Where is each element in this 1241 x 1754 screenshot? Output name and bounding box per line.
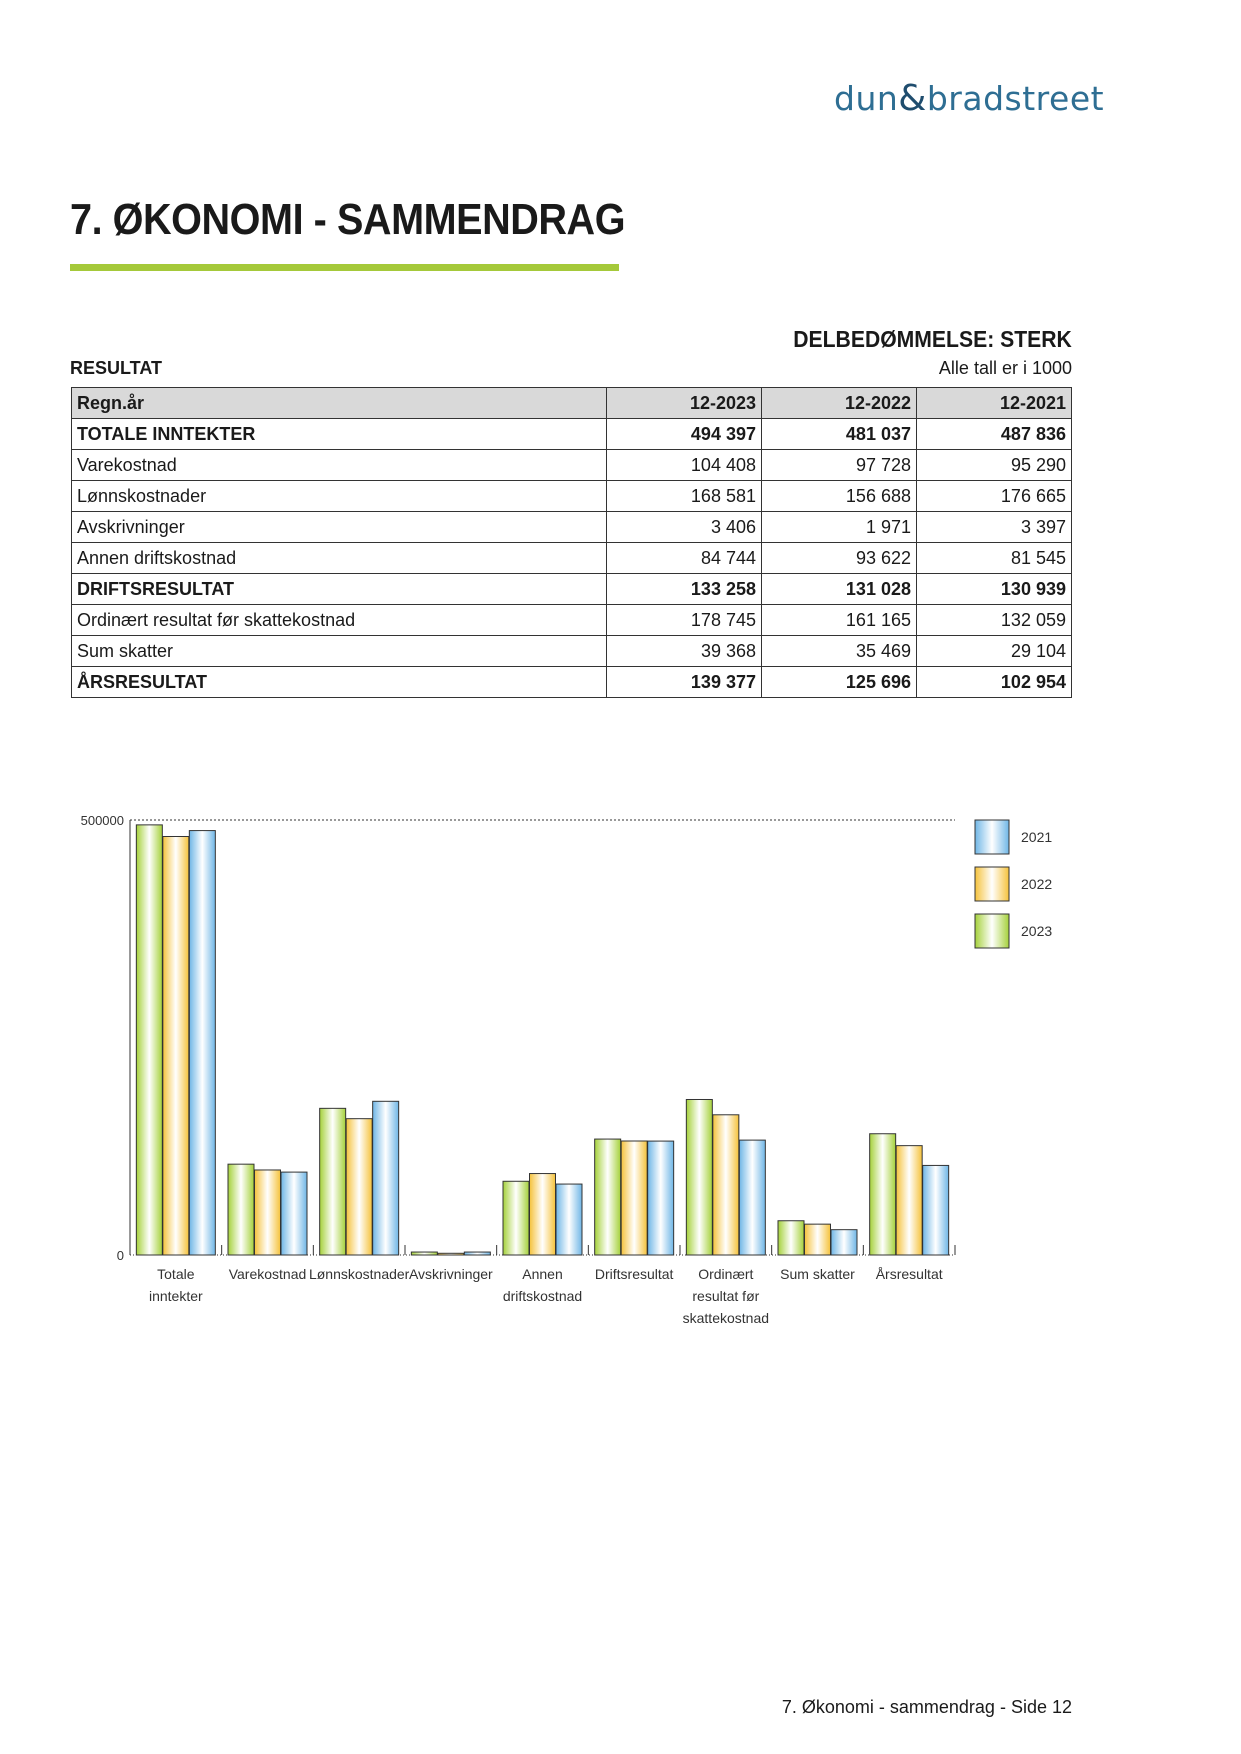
value-cell: 494 397 [607,419,762,450]
bar-2022 [896,1146,922,1255]
row-label: Ordinært resultat før skattekostnad [72,605,607,636]
bar-2022 [438,1253,464,1255]
bar-2021 [648,1141,674,1255]
table-row [72,512,1072,543]
table-row [72,636,1072,667]
bar-2022 [621,1141,647,1255]
bar-2022 [530,1174,556,1255]
value-cell: 168 581 [607,481,762,512]
bar-2023 [136,825,162,1255]
value-cell: 161 165 [762,605,917,636]
row-label: Lønnskostnader [72,481,607,512]
title-underline [70,264,619,271]
bar-2023 [686,1099,712,1255]
row-label: Sum skatter [72,636,607,667]
x-tick-label: inntekter [148,1288,203,1304]
result-bar-chart [60,805,1060,1345]
x-tick-label: Sum skatter [780,1266,855,1282]
table-row [72,419,1072,450]
y-tick-label: 500000 [80,813,124,828]
value-cell: 132 059 [917,605,1072,636]
table-row [72,481,1072,512]
row-label: DRIFTSRESULTAT [72,574,607,605]
value-cell: 104 408 [607,450,762,481]
legend-swatch-2023 [975,914,1009,948]
value-cell: 139 377 [607,667,762,698]
table-row [72,667,1072,698]
row-label: Avskrivninger [72,512,607,543]
legend-swatch-2021 [975,820,1009,854]
x-tick-label: Lønnskostnader [308,1266,410,1282]
bar-2021 [281,1172,307,1255]
legend-label: 2023 [1021,923,1053,939]
table-row [72,543,1072,574]
dun-bradstreet-logo: dun&bradstreet [834,78,1105,119]
value-cell: 125 696 [762,667,917,698]
bar-2023 [870,1134,896,1255]
value-cell: 84 744 [607,543,762,574]
value-cell: 29 104 [917,636,1072,667]
table-body [72,419,1072,698]
value-cell: 178 745 [607,605,762,636]
value-cell: 3 397 [917,512,1072,543]
bar-2021 [831,1230,857,1255]
header-cell: 12-2023 [607,388,762,419]
header-cell: 12-2022 [762,388,917,419]
bar-2022 [163,836,189,1255]
bar-2022 [346,1119,372,1255]
y-tick-label: 0 [116,1248,124,1263]
value-cell: 3 406 [607,512,762,543]
value-cell: 93 622 [762,543,917,574]
x-tick-label: Avskrivninger [408,1266,493,1282]
table-row [72,574,1072,605]
value-cell: 176 665 [917,481,1072,512]
value-cell: 130 939 [917,574,1072,605]
x-tick-label: driftskostnad [502,1288,583,1304]
rating-heading: DELBEDØMMELSE: STERK [793,326,1072,352]
header-cell: Regn.år [72,388,607,419]
x-tick-label: Årsresultat [875,1266,943,1282]
bar-2022 [713,1115,739,1255]
bar-2021 [464,1252,490,1255]
section-heading: RESULTAT [70,358,162,378]
bar-2021 [556,1184,582,1255]
page-footer: 7. Økonomi - sammendrag - Side 12 [781,1697,1072,1717]
table-row [72,450,1072,481]
x-tick-label: Varekostnad [228,1266,307,1282]
bar-2022 [805,1224,831,1255]
value-cell: 39 368 [607,636,762,667]
value-cell: 102 954 [917,667,1072,698]
bar-2023 [320,1108,346,1255]
value-cell: 133 258 [607,574,762,605]
result-table [71,387,1072,698]
value-cell: 487 836 [917,419,1072,450]
bar-2023 [228,1164,254,1255]
page-title: 7. ØKONOMI - SAMMENDRAG [70,195,626,244]
bar-2021 [739,1140,765,1255]
legend-swatch-2022 [975,867,1009,901]
x-tick-label: Totale [157,1266,195,1282]
value-cell: 95 290 [917,450,1072,481]
table-row [72,605,1072,636]
row-label: Varekostnad [72,450,607,481]
value-cell: 81 545 [917,543,1072,574]
row-label: TOTALE INNTEKTER [72,419,607,450]
bar-2023 [778,1221,804,1255]
value-cell: 131 028 [762,574,917,605]
row-label: Annen driftskostnad [72,543,607,574]
value-cell: 156 688 [762,481,917,512]
bar-2023 [595,1139,621,1255]
x-tick-label: skattekostnad [682,1310,770,1326]
bar-2021 [373,1101,399,1255]
units-note: Alle tall er i 1000 [938,358,1072,378]
legend-label: 2022 [1021,876,1053,892]
value-cell: 481 037 [762,419,917,450]
bar-2021 [189,831,215,1255]
value-cell: 97 728 [762,450,917,481]
legend-label: 2021 [1021,829,1053,845]
bar-2021 [923,1165,949,1255]
x-tick-label: Driftsresultat [594,1266,674,1282]
x-tick-label: resultat før [692,1288,760,1304]
value-cell: 1 971 [762,512,917,543]
bar-2023 [503,1181,529,1255]
x-tick-label: Ordinært [698,1266,754,1282]
bar-2022 [255,1170,281,1255]
value-cell: 35 469 [762,636,917,667]
bar-2023 [411,1252,437,1255]
table-header-row [72,388,1072,419]
header-cell: 12-2021 [917,388,1072,419]
row-label: ÅRSRESULTAT [72,667,607,698]
x-tick-label: Annen [522,1266,563,1282]
